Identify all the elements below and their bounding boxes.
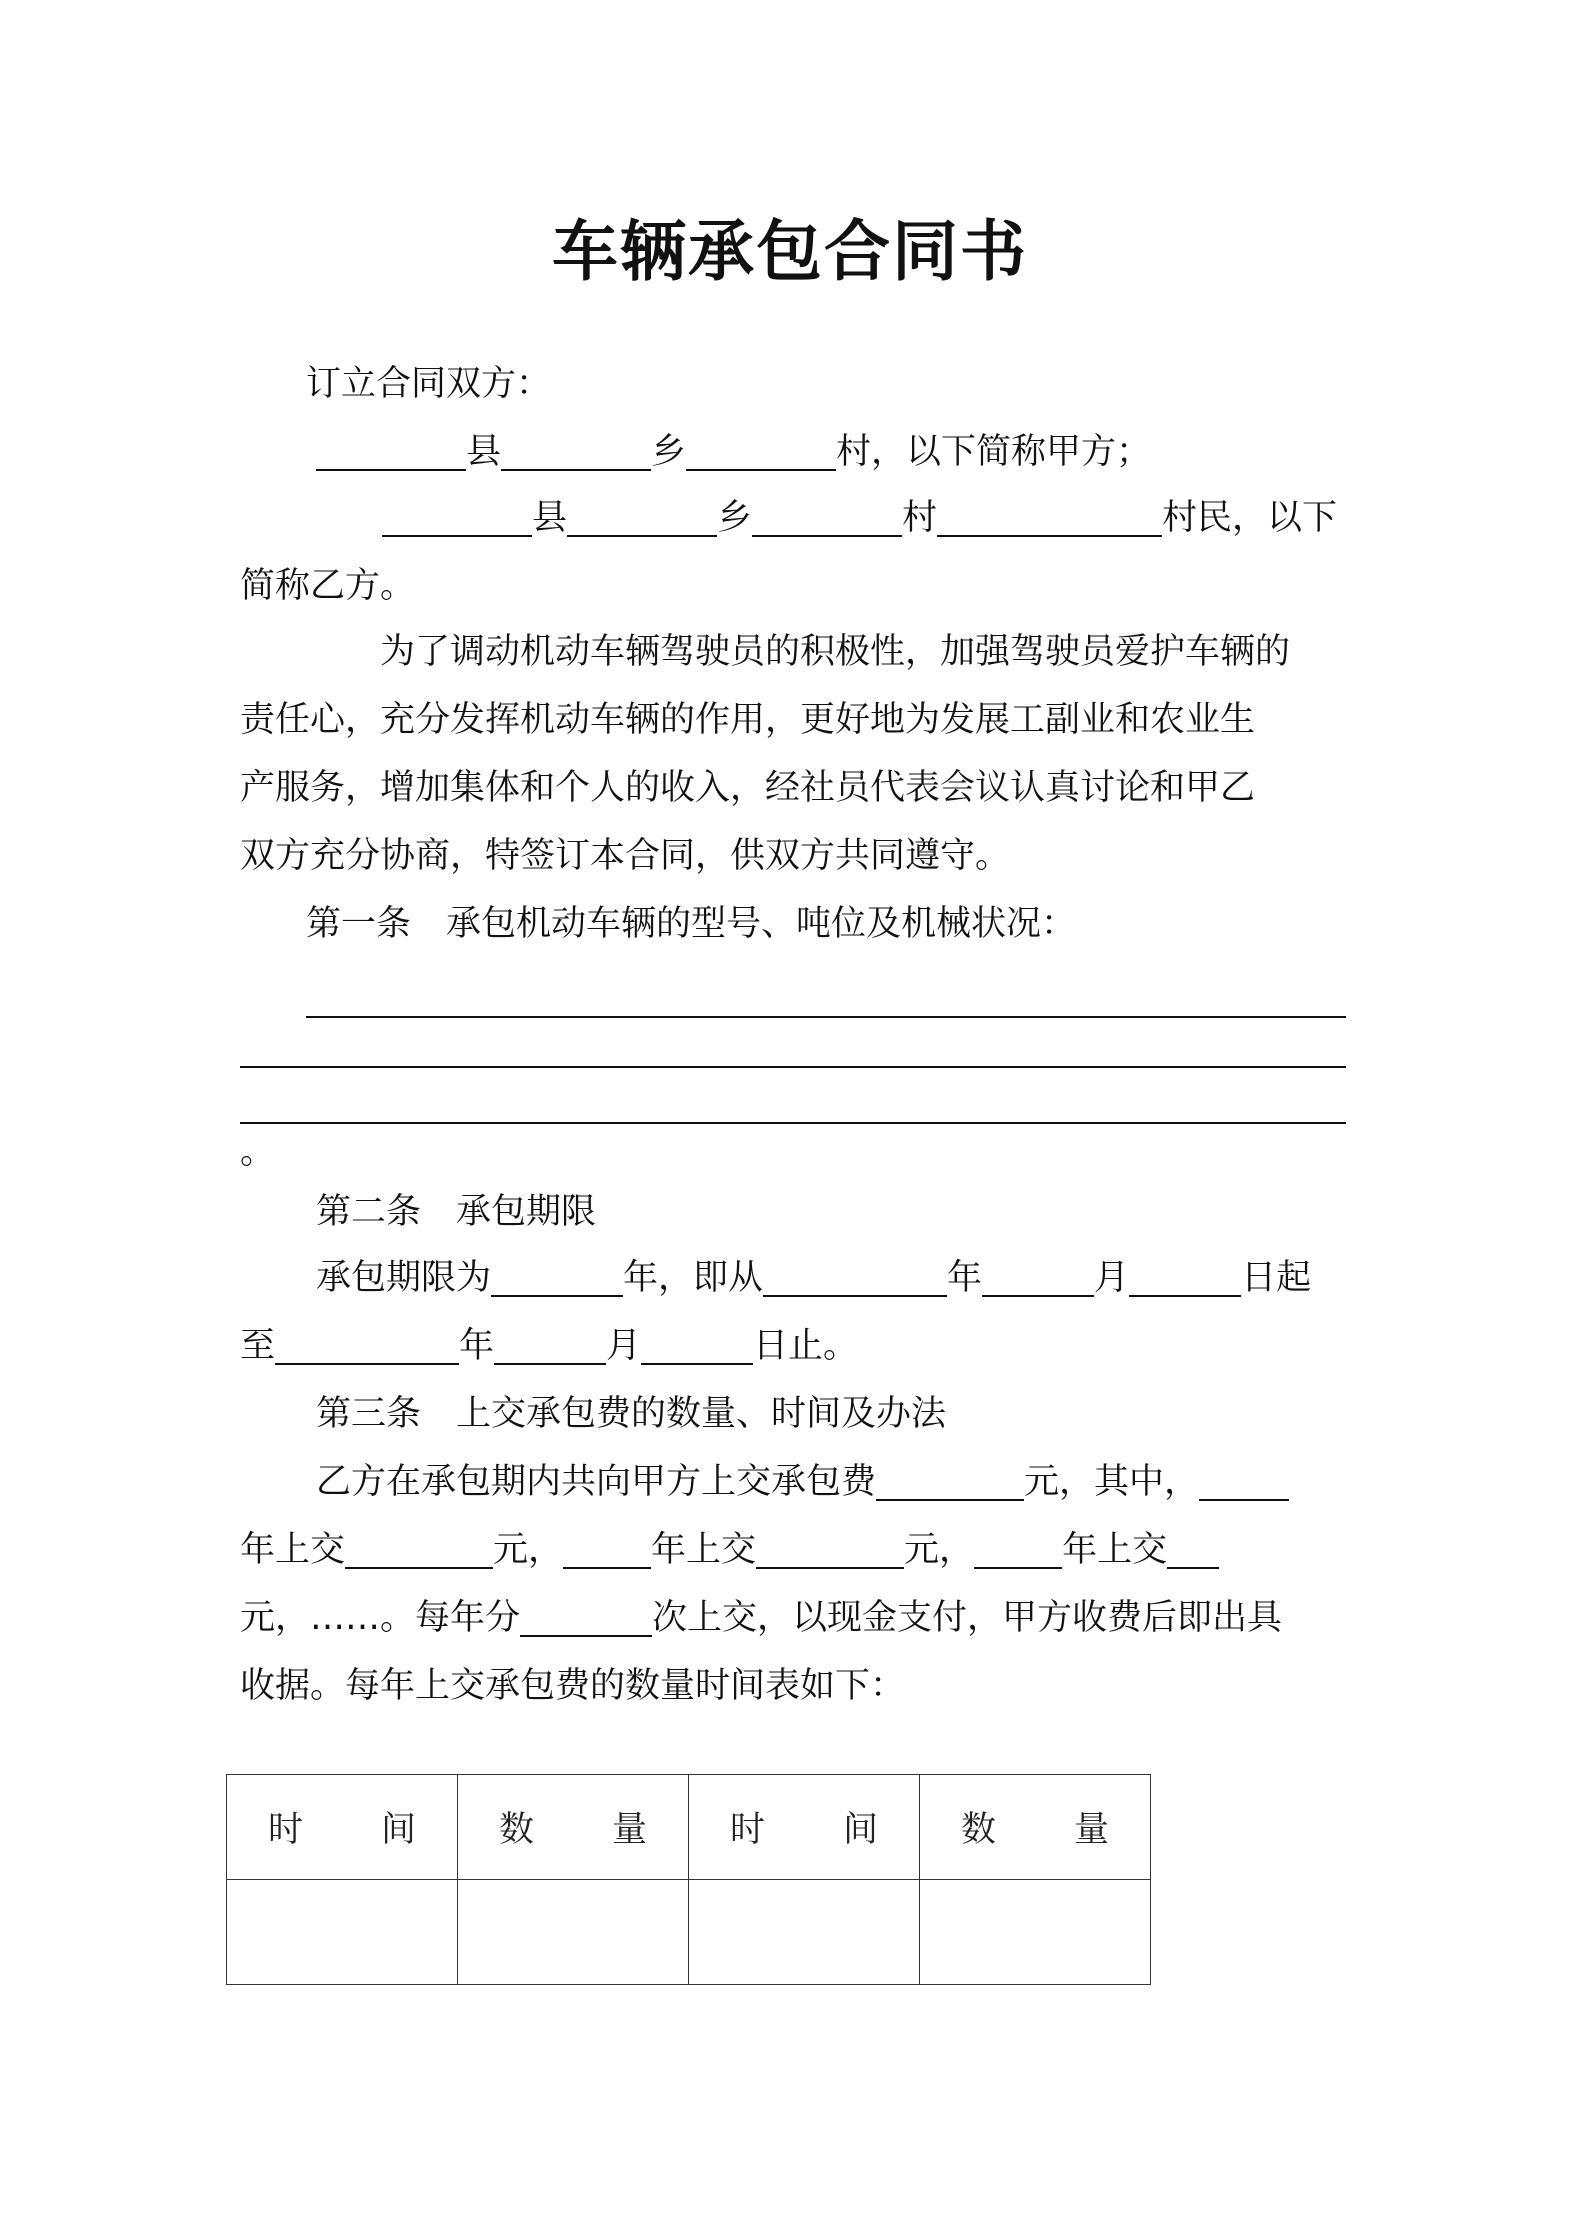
table-cell[interactable] [227,1880,458,1985]
blank[interactable] [345,1531,493,1569]
party-b-cont: 简称乙方。 [240,566,416,606]
blank[interactable] [382,499,532,537]
fill-line[interactable] [240,1122,1346,1124]
table-header-cell: 时 间 [689,1775,920,1880]
table-cell[interactable] [689,1880,920,1985]
article3-heading: 第三条 上交承包费的数量、时间及办法 [316,1394,947,1434]
article1-end: 。 [240,1132,276,1172]
parties-intro: 订立合同双方： [306,364,552,404]
preamble-line3: 产服务，增加集体和个人的收入，经社员代表会议认真讨论和甲乙 [240,768,1256,808]
blank[interactable] [494,1327,606,1365]
article3-line2: 年上交 元， 年上交 元， 年上交 [240,1526,1219,1574]
party-b-line: 县 乡 村 村民，以下 [382,494,1337,542]
fill-line[interactable] [240,1066,1346,1068]
blank[interactable] [982,1259,1094,1297]
blank[interactable] [520,1599,652,1637]
table-header-cell: 数 量 [920,1775,1151,1880]
blank[interactable] [763,1259,947,1297]
blank[interactable] [876,1463,1024,1501]
blank[interactable] [937,499,1162,537]
article2-heading: 第二条 承包期限 [316,1192,597,1232]
blank[interactable] [1167,1531,1219,1569]
blank[interactable] [686,433,836,471]
blank[interactable] [974,1531,1062,1569]
blank[interactable] [275,1327,459,1365]
blank[interactable] [563,1531,651,1569]
article3-line1: 乙方在承包期内共向甲方上交承包费 元，其中， [316,1458,1289,1506]
article1-heading: 第一条 承包机动车辆的型号、吨位及机械状况： [306,904,1077,944]
blank[interactable] [1199,1463,1289,1501]
party-a-line: 县 乡 村，以下简称甲方； [316,428,1151,476]
table-row [227,1880,1151,1985]
blank[interactable] [491,1259,623,1297]
table-cell[interactable] [458,1880,689,1985]
blank[interactable] [501,433,651,471]
preamble-line4: 双方充分协商，特签订本合同，供双方共同遵守。 [240,836,1011,876]
document-title: 车辆承包合同书 [552,213,1028,290]
blank[interactable] [567,499,717,537]
blank[interactable] [316,433,466,471]
table-header-row [227,1775,1151,1880]
blank[interactable] [752,499,902,537]
fee-schedule-table [226,1774,1151,1985]
table-header-cell: 时 间 [227,1775,458,1880]
preamble-line1: 为了调动机动车辆驾驶员的积极性，加强驾驶员爱护车辆的 [380,632,1291,672]
table-cell[interactable] [920,1880,1151,1985]
article3-line3: 元，……。每年分 次上交，以现金支付，甲方收费后即出具 [240,1598,1283,1638]
article2-line1: 承包期限为 年，即从 年 月 日起 [316,1258,1312,1298]
table-header-cell: 数 量 [458,1775,689,1880]
article3-line4: 收据。每年上交承包费的数量时间表如下： [240,1666,906,1706]
preamble-line2: 责任心，充分发挥机动车辆的作用，更好地为发展工副业和农业生 [240,700,1256,740]
blank[interactable] [641,1327,753,1365]
fill-line[interactable] [306,1016,1346,1018]
article2-line2: 至 年 月 日止。 [240,1326,859,1366]
blank[interactable] [1129,1259,1241,1297]
blank[interactable] [756,1531,904,1569]
